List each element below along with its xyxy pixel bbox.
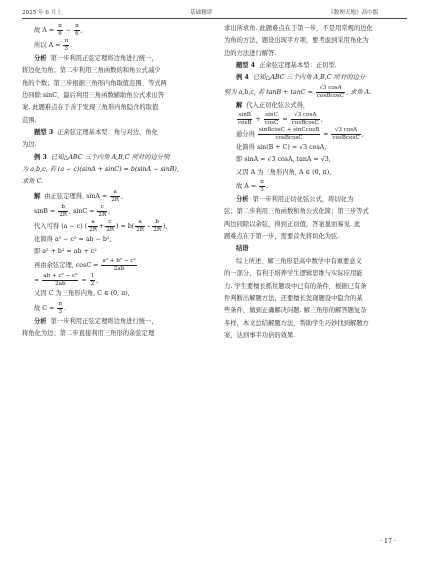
equation-line: 通分得 $\frac{\text{sinBcosC + sinCcosB}}{\text{cosBcosC}}$ = $\frac{√3 \cos A}{\text{cosBcosC}}$ , (236, 127, 364, 142)
equation-line: 化简得 a² − c² = ab − b², (34, 235, 112, 243)
paragraph-line: 案，达到事半功倍的效果. (224, 331, 296, 339)
equation-line: 即 sinA = √3 cosA, tanA = √3, (236, 156, 331, 164)
analysis-paragraph: 分析 第一步利用正弦定理将边角进行统一， (34, 317, 158, 325)
paragraph-line: 力. 学生要擅长抓住题设中已有的条件，根据已有条 (224, 282, 367, 290)
equation-line: 代入可得 (a − c) ( $\frac{a}{2R}$ + $\frac{c}{2R}$ ) = b( $\frac{a}{2R}$ − $\frac{b}{2R}$ ), (34, 218, 168, 233)
paragraph-line: 将角化为边；第二步直接利用三角形的余弦定理 (22, 330, 155, 338)
paragraph-line: 为角的方法，题设出现平方项，要考虑到采用角化为 (224, 37, 369, 45)
section-heading: 题型 3 正余弦定理基本型：角与对边，角化 (34, 129, 158, 137)
example-statement: 例 3 已知△ABC 三个内角 A,B,C 所对的边分别 (34, 153, 170, 161)
header-section-title: 基础精讲 (190, 10, 213, 16)
paragraph-line: 弦；第二步利用三角函数和角公式化简；第三步等式 (224, 208, 369, 216)
analysis-paragraph: 分析 第一步利用正切化弦公式，将切化为 (236, 196, 354, 204)
equation-line: 化简得 sin(B + C) = √3 cosA, (236, 144, 327, 152)
paragraph-line: 求角 C. (22, 178, 44, 186)
equation-line: $\frac{\sin B}{\cos B}$ + $\frac{\sin C}{\cos C}$ = $\frac{√3 \cos A}{\text{cosBcosC}}$ , (238, 112, 323, 127)
equation-line: 再由余弦定理, cosC = $\frac{\text{a² + b² − c²}}{2ab}$ (34, 258, 136, 273)
equation-line: 所以 A = $\frac{\pi}{3}$ . (34, 38, 73, 52)
equation-line: 又因 A 为三角形内角, A ∈ (0, π), (236, 168, 332, 176)
page-number: · 17 · (380, 538, 397, 545)
conclusion-heading: 结语 (236, 245, 249, 253)
solution-line: 解 代入正切化弦公式得, (236, 101, 305, 109)
paragraph-line: 角的个数；第三步根据三角形内角取值范围、等式两 (22, 79, 167, 87)
example-statement: 例 4 已知△ABC 三个内角 A,B,C 所对的边分 (236, 74, 366, 82)
equation-line: 故 C = $\frac{\pi}{3}$ . (34, 300, 67, 315)
paragraph-line: 边同除 sinC，最后利用三角函数辅助角公式求出答 (22, 92, 165, 100)
paragraph-line: 为 a,b,c, 若 (a − c)(sinA + sinC) = b(sinA − sinB), (22, 166, 179, 174)
paragraph-line: 边的方法进行解答. (224, 49, 277, 57)
equation-line: 故 A = $\frac{\pi}{6}$ − $\frac{\pi}{6}$ , (34, 23, 83, 37)
paragraph-line: 题难点在于第一步，需要首先将切化为弦. (224, 233, 340, 241)
paragraph-line: 案. 此题难点在于善于发现三角形内角隐含的取值 (22, 104, 159, 112)
header-issue-date: 2025 年 6 月上 (22, 10, 62, 16)
right-column (224, 23, 414, 342)
paragraph-line: 件判断出解题方法，还要擅长发现题设中隐含的某 (224, 294, 363, 302)
header-rule (22, 18, 407, 19)
example-statement-cont: 别为 a,b,c, 若 tanB + tanC = $\frac{√3 \cos A}{\text{cosBcosC}}$ , 求角 A. (224, 84, 372, 99)
paragraph-line: 求出所求角. 此题难点在于第一步，不是用常规的边化 (224, 25, 373, 32)
paragraph-line: 将边化为角；第二步利用三角函数的和角公式减少 (22, 67, 161, 75)
equation-line: sinB = $\frac{b}{2R}$ , sinC = $\frac{c}{2R}$ , (34, 203, 111, 218)
left-column (22, 23, 198, 341)
paragraph-line: 综上所述，解三角形是高中数学中有重要意义 (236, 257, 362, 265)
analysis-paragraph: 分析 第一步利用正弦定理将边角进行统一， (34, 55, 158, 62)
section-heading: 题型 4 正余弦定理基本型：正切型. (236, 62, 337, 70)
header-journal-name: 《数理天地》高中版 (328, 10, 379, 16)
equation-line: = $\frac{\text{ab + c² − c²}}{2ab}$ = $\frac{1}{2}$ , (34, 273, 99, 288)
paragraph-line: 的一部分，有利于培养学生逻辑思维与实际应用能 (224, 270, 363, 278)
paragraph-line: 多样，本文总结解题方法，帮助学生巧妙找到解题方 (224, 319, 369, 327)
equation-line: 解 由正弦定理得, sinA = $\frac{a}{2R}$ , (34, 188, 124, 203)
paragraph-line: 两边同除以余弦，得到正切值，答案显而易见. 此 (224, 220, 361, 228)
equation-line: 又因 C 为三角形内角, C ∈ (0, π), (34, 290, 130, 298)
paragraph-line: 为边. (22, 141, 37, 149)
equation-line: 即 a² + b² = ab + c² (34, 248, 97, 256)
paragraph-line: 些条件，做到正确解决问题. 解三角形的解答题复杂 (224, 307, 367, 315)
paragraph-line: 范围. (22, 116, 37, 124)
equation-line: 故 A = $\frac{\pi}{3}$ . (236, 179, 268, 194)
